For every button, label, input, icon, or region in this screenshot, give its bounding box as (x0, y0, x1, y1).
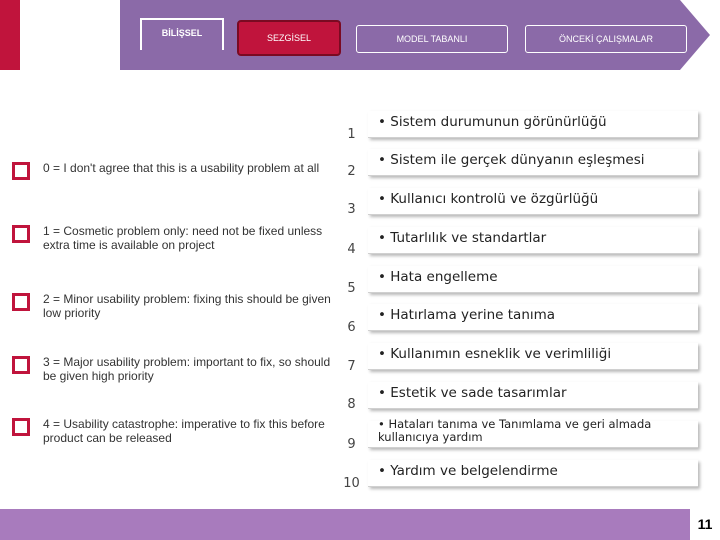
principle-number: 3 (347, 202, 356, 217)
severity-text: 0 = I don't agree that this is a usability problem at all (43, 161, 320, 175)
checkbox-icon (12, 162, 30, 180)
principle-text: • Hataları tanıma ve Tanımlama ve geri almada kullanıcıya yardım (378, 417, 652, 444)
principle-text: • Tutarlılık ve standartlar (378, 230, 547, 246)
principle-text: • Hatırlama yerine tanıma (378, 307, 556, 323)
principle-row (368, 417, 698, 448)
accent-bar (0, 0, 20, 70)
principle-number: 10 (343, 476, 360, 491)
principle-number: 8 (347, 397, 356, 412)
tab-bilissel[interactable]: BİLİŞSEL (140, 18, 224, 50)
principle-row (368, 149, 698, 176)
tab-onceki-calismalar[interactable]: ÖNCEKİ ÇALIŞMALAR (525, 25, 687, 53)
principle-row (368, 382, 698, 409)
severity-text: 3 = Major usability problem: important to fix, so should be given high priority (43, 355, 331, 383)
principle-number: 6 (347, 320, 356, 335)
principle-row (368, 227, 698, 254)
severity-text: 2 = Minor usability problem: fixing this should be given low priority (43, 292, 331, 320)
principle-number: 5 (347, 281, 356, 296)
principle-number: 4 (347, 242, 356, 257)
principle-row (368, 111, 698, 138)
principle-text: • Kullanımın esneklik ve verimliliği (378, 346, 612, 362)
footer-bar (0, 509, 690, 540)
principle-number: 2 (347, 164, 356, 179)
principle-text: • Hata engelleme (378, 269, 498, 285)
principle-text: • Yardım ve belgelendirme (378, 463, 558, 479)
principle-text: • Sistem durumunun görünürlüğü (378, 114, 607, 130)
header-band (120, 62, 680, 70)
principle-row (368, 266, 698, 293)
principle-row (368, 188, 698, 215)
checkbox-icon (12, 225, 30, 243)
principle-text: • Estetik ve sade tasarımlar (378, 385, 567, 401)
checkbox-icon (12, 356, 30, 374)
checkbox-icon (12, 293, 30, 311)
tab-model-tabanli[interactable]: MODEL TABANLI (356, 25, 508, 53)
severity-text: 1 = Cosmetic problem only: need not be fixed unless extra time is available on project (43, 224, 323, 252)
principle-number: 9 (347, 437, 356, 452)
principle-text: • Sistem ile gerçek dünyanın eşleşmesi (378, 152, 645, 168)
principle-row (368, 343, 698, 370)
tab-sezgisel[interactable]: SEZGİSEL (237, 20, 341, 56)
principle-number: 1 (347, 127, 356, 142)
principle-text: • Kullanıcı kontrolü ve özgürlüğü (378, 191, 599, 207)
principle-number: 7 (347, 359, 356, 374)
checkbox-icon (12, 418, 30, 436)
principle-row (368, 304, 698, 331)
principle-row (368, 460, 698, 487)
severity-text: 4 = Usability catastrophe: imperative to fix this before product can be released (43, 417, 325, 445)
page-number: 11 (690, 509, 720, 540)
